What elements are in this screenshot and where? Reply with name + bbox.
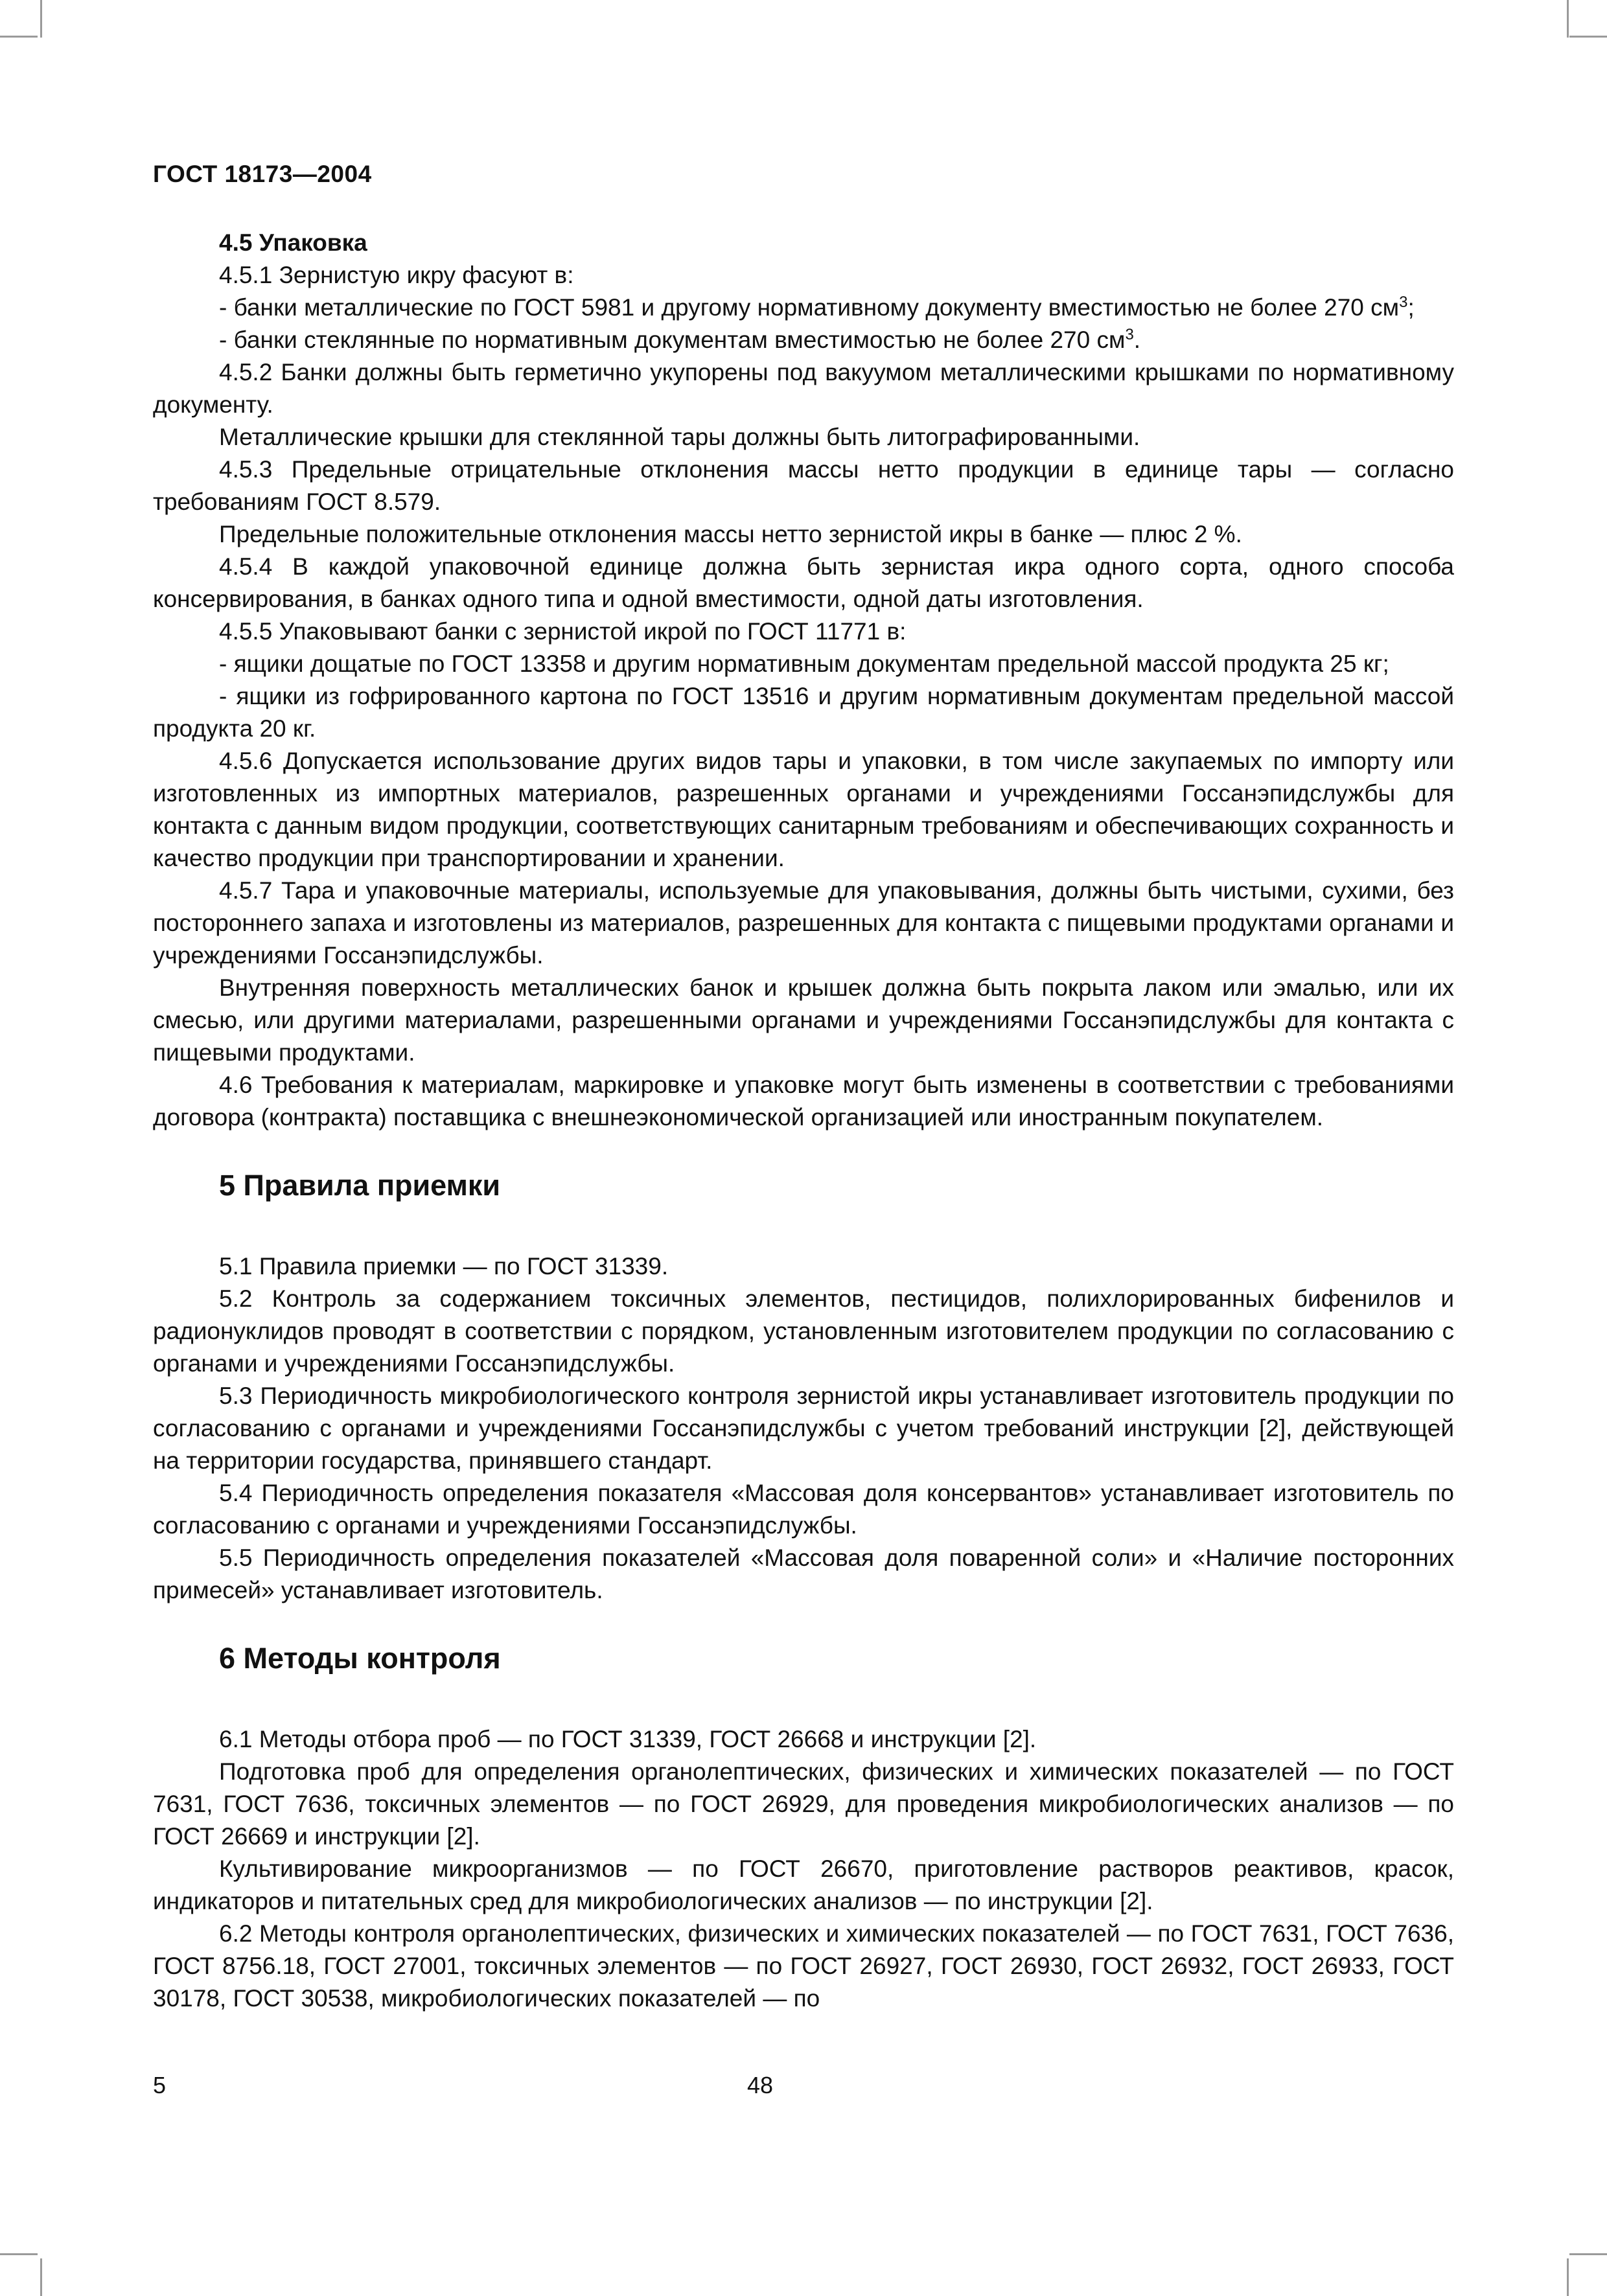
paragraph: Внутренняя поверхность металлических банок и крышек должна быть покрыта лаком или эмалью, или их смесью, или другими материалами, разрешенными органами и учреждениями Госсанэпидслужбы для контакта с пищевыми продуктами. — [153, 974, 1454, 1066]
crop-mark — [1569, 2253, 1607, 2255]
paragraph: 4.5.3 Предельные отрицательные отклонения массы нетто продукции в единице тары — согласно требованиям ГОСТ 8.579. — [153, 456, 1454, 515]
superscript: 3 — [1399, 293, 1408, 311]
paragraph: 5.4 Периодичность определения показателя «Массовая доля консервантов» устанавливает изготовитель по согласованию с органами и учреждениями Госсанэпидслужбы. — [153, 1480, 1454, 1539]
paragraph: 5.3 Периодичность микробиологического контроля зернистой икры устанавливает изготовитель продукции по согласованию с органами и учреждениями Госсанэпидслужбы с учетом требований инструкции [2], действующей на территории государства, принявшего стандарт. — [153, 1383, 1454, 1474]
superscript: 3 — [1125, 326, 1134, 343]
page-number-left: 5 — [153, 2072, 167, 2098]
paragraph-text: - банки стеклянные по нормативным документам вместимостью не более 270 см — [219, 327, 1126, 353]
paragraph: 4.5.4 В каждой упаковочной единице должна быть зернистая икра одного сорта, одного способа консервирования, в банках одного типа и одной вместимости, одной даты изготовления. — [153, 553, 1454, 612]
page-number-center: 48 — [747, 2072, 774, 2098]
crop-mark — [40, 0, 42, 38]
paragraph: 4.5.5 Упаковывают банки с зернистой икрой по ГОСТ 11771 в: — [219, 618, 907, 645]
paragraph-text: - банки металлические по ГОСТ 5981 и другому нормативному документу вместимостью не более 270 см — [219, 294, 1400, 321]
crop-mark — [1567, 0, 1569, 38]
paragraph: Культивирование микроорганизмов — по ГОСТ 26670, приготовление растворов реактивов, красок, индикаторов и питательных сред для микробиологических анализов — по инструкции [2]. — [153, 1855, 1454, 1914]
paragraph: 4.6 Требования к материалам, маркировке и упаковке могут быть изменены в соответствии с требованиями договора (контракта) поставщика с внешнеэкономической организацией или иностранным покупателем. — [153, 1072, 1454, 1131]
crop-mark — [1569, 36, 1607, 38]
document-body — [153, 227, 1454, 2015]
paragraph: 6.2 Методы контроля органолептических, физических и химических показателей — по ГОСТ 7631, ГОСТ 7636, ГОСТ 8756.18, ГОСТ 27001, токсичных элементов — по ГОСТ 26927, ГОСТ 26930, ГОСТ 26932, ГОСТ 26933, ГОСТ 30178, ГОСТ 30538, микробиологических показателей — по — [153, 1920, 1454, 2012]
paragraph: - ящики из гофрированного картона по ГОСТ 13516 и другим нормативным документам предельной массой продукта 20 кг. — [153, 683, 1454, 742]
crop-mark — [1567, 2258, 1569, 2296]
paragraph-tail: ; — [1407, 294, 1415, 321]
document-header: ГОСТ 18173—2004 — [153, 161, 372, 187]
paragraph: 5.1 Правила приемки — по ГОСТ 31339. — [219, 1253, 669, 1280]
paragraph: Металлические крышки для стеклянной тары должны быть литографированными. — [219, 424, 1140, 450]
paragraph: 4.5.2 Банки должны быть герметично укупорены под вакуумом металлическими крышками по нормативному документу. — [153, 359, 1454, 418]
paragraph: - ящики дощатые по ГОСТ 13358 и другим нормативным документам предельной массой продукта 25 кг; — [219, 650, 1389, 677]
subsection-heading: 4.5 Упаковка — [219, 229, 367, 256]
crop-mark — [40, 2258, 42, 2296]
section-heading: 5 Правила приемки — [219, 1169, 501, 1202]
crop-mark — [0, 2253, 38, 2255]
crop-mark — [0, 36, 38, 38]
paragraph: Подготовка проб для определения органолептических, физических и химических показателей — по ГОСТ 7631, ГОСТ 7636, токсичных элементов — по ГОСТ 26929, для проведения микробиологических анализов — по ГОСТ 26669 и инструкции [2]. — [153, 1758, 1454, 1850]
paragraph: 4.5.7 Тара и упаковочные материалы, используемые для упаковывания, должны быть чистыми, сухими, без постороннего запаха и изготовлены из материалов, разрешенных для контакта с пищевыми продуктами органами и учреждениями Госсанэпидслужбы. — [153, 877, 1454, 969]
paragraph-tail: . — [1133, 327, 1141, 353]
paragraph — [153, 324, 1454, 356]
paragraph: 6.1 Методы отбора проб — по ГОСТ 31339, ГОСТ 26668 и инструкции [2]. — [219, 1726, 1037, 1752]
paragraph: 5.2 Контроль за содержанием токсичных элементов, пестицидов, полихлорированных бифенилов и радионуклидов проводят в соответствии с порядком, установленным изготовителем продукции по согласованию с органами и учреждениями Госсанэпидслужбы. — [153, 1285, 1454, 1377]
paragraph: 5.5 Периодичность определения показателей «Массовая доля поваренной соли» и «Наличие посторонних примесей» устанавливает изготовитель. — [153, 1544, 1454, 1603]
paragraph — [153, 292, 1454, 324]
paragraph: 4.5.1 Зернистую икру фасуют в: — [219, 262, 574, 288]
section-heading: 6 Методы контроля — [219, 1642, 501, 1675]
paragraph: Предельные положительные отклонения массы нетто зернистой икры в банке — плюс 2 %. — [219, 521, 1242, 547]
paragraph: 4.5.6 Допускается использование других видов тары и упаковки, в том числе закупаемых по импорту или изготовленных из импортных материалов, разрешенных органами и учреждениями Госсанэпидслужбы для контакта с данным видом продукции, соответствующих санитарным требованиям и обеспечивающих сохранность и качество продукции при транспортировании и хранении. — [153, 748, 1454, 871]
